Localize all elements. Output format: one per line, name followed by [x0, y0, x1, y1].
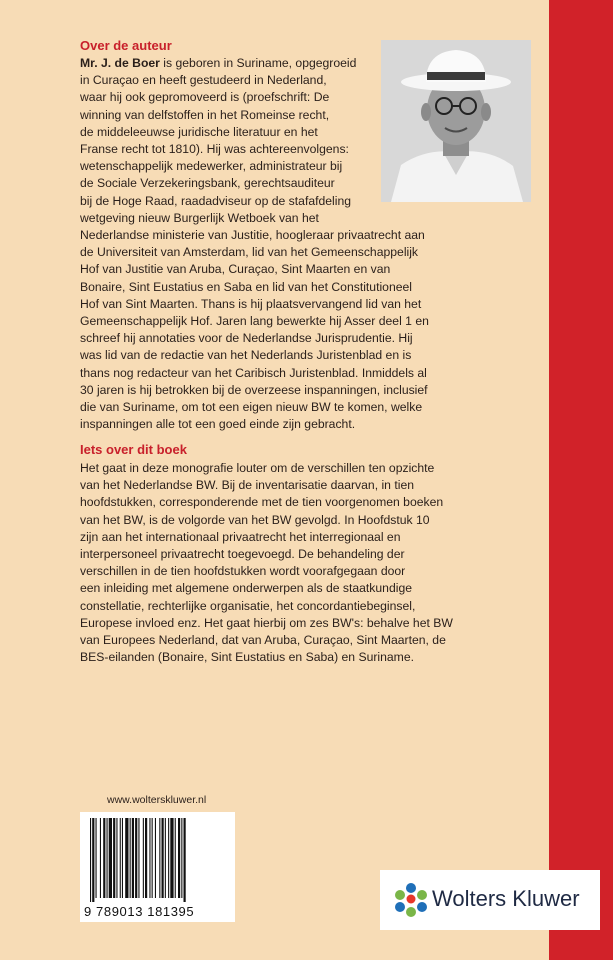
author-text-line: Gemeenschappelijk Hof. Jaren lang bewerkte hij Asser deel 1 en — [80, 314, 429, 329]
book-text-line: Het gaat in deze monografie louter om de verschillen ten opzichte — [80, 461, 435, 475]
publisher-name: Wolters Kluwer — [432, 886, 580, 911]
author-first-line — [80, 55, 380, 72]
barcode-bars — [80, 812, 235, 904]
book-text-line: van het BW, is de volgorde van het BW gevolgd. In Hoofdstuk 10 — [80, 512, 430, 527]
about-book-text — [80, 460, 540, 666]
about-book-heading: Iets over dit boek — [80, 442, 187, 457]
book-text-line: hoofdstukken, corresponderende met de tien voorgenomen boeken — [80, 495, 444, 510]
publisher-logo — [380, 870, 600, 930]
author-text-line: die van Suriname, om tot een eigen nieuw BW te komen, welke — [80, 400, 423, 415]
author-name: Mr. J. de Boer — [80, 56, 160, 70]
red-side-band — [549, 0, 613, 960]
author-text-line: de middeleeuwse juridische literatuur en het — [80, 124, 318, 139]
author-text-line: in Curaçao en heeft gestudeerd in Nederland, — [80, 73, 327, 88]
about-author-heading: Over de auteur — [80, 38, 172, 53]
barcode — [80, 812, 235, 922]
wolters-kluwer-logo-icon — [394, 882, 428, 918]
book-text-line: verschillen in de tien hoofdstukken wordt voorafgegaan door — [80, 564, 406, 579]
author-text-line: 30 jaren is hij betrokken bij de overzeese inspanningen, inclusief — [80, 382, 428, 397]
author-text-line: wetgeving nieuw Burgerlijk Wetboek van het — [80, 210, 319, 225]
website-url: www.wolterskluwer.nl — [107, 794, 207, 806]
author-first-line-rest: is geboren in Suriname, opgegroeid — [159, 56, 357, 70]
author-text-line: Franse recht tot 1810). Hij was achtereenvolgens: — [80, 142, 349, 157]
book-text-line: Europese invloed enz. Het gaat hierbij om zes BW's: behalve het BW — [80, 615, 453, 630]
author-text-line: wetenschappelijk medewerker, administrateur bij — [80, 159, 343, 174]
isbn-digits: 9 789013 181395 — [84, 904, 195, 919]
author-text-line: Bonaire, Sint Eustatius en Saba en lid van het Constitutioneel — [80, 279, 412, 294]
author-text-line: Nederlandse ministerie van Justitie, hoogleraar privaatrecht aan — [80, 228, 425, 243]
book-text-line: constellatie, rechterlijke organisatie, het concordantiebeginsel, — [80, 598, 416, 613]
author-text-line: waar hij ook gepromoveerd is (proefschrift: De — [80, 90, 330, 105]
author-text-line: de Universiteit van Amsterdam, lid van het Gemeenschappelijk — [80, 245, 419, 260]
author-text-line: Hof van Sint Maarten. Thans is hij plaatsvervangend lid van het — [80, 296, 422, 311]
book-text-line: van het Nederlandse BW. Bij de inventarisatie daarvan, in tien — [80, 478, 414, 493]
about-author-text — [80, 55, 429, 433]
book-text-line: BES-eilanden (Bonaire, Sint Eustatius en Saba) en Suriname. — [80, 650, 414, 665]
author-text-line: Hof van Justitie van Aruba, Curaçao, Sint Maarten en van — [80, 262, 391, 277]
author-text-line: thans nog redacteur van het Caribisch Juristenblad. Inmiddels al — [80, 365, 427, 380]
book-text-line: van Europees Nederland, dat van Aruba, Curaçao, Sint Maarten, de — [80, 633, 446, 648]
author-text-line: inspanningen alle tot een goed einde zijn gebracht. — [80, 417, 356, 432]
author-photo — [381, 40, 531, 202]
author-text-line: de Sociale Verzekeringsbank, gerechtsauditeur — [80, 176, 335, 191]
author-text-line: was lid van de redactie van het Nederlands Juristenblad en is — [80, 348, 412, 363]
author-text-line: winning van delfstoffen in het Romeinse recht, — [80, 107, 330, 122]
book-text-line: zijn aan het internationaal privaatrecht het interregionaal en — [80, 529, 401, 544]
author-text-line: bij de Hoge Raad, raadadviseur op de stafafdeling — [80, 193, 352, 208]
book-text-line: interpersoneel privaatrecht toegevoegd. De behandeling der — [80, 547, 405, 562]
book-text-line: een inleiding met algemene onderwerpen als de staatkundige — [80, 581, 412, 596]
author-text-line: schreef hij annotaties voor de Nederlandse Jurisprudentie. Hij — [80, 331, 413, 346]
